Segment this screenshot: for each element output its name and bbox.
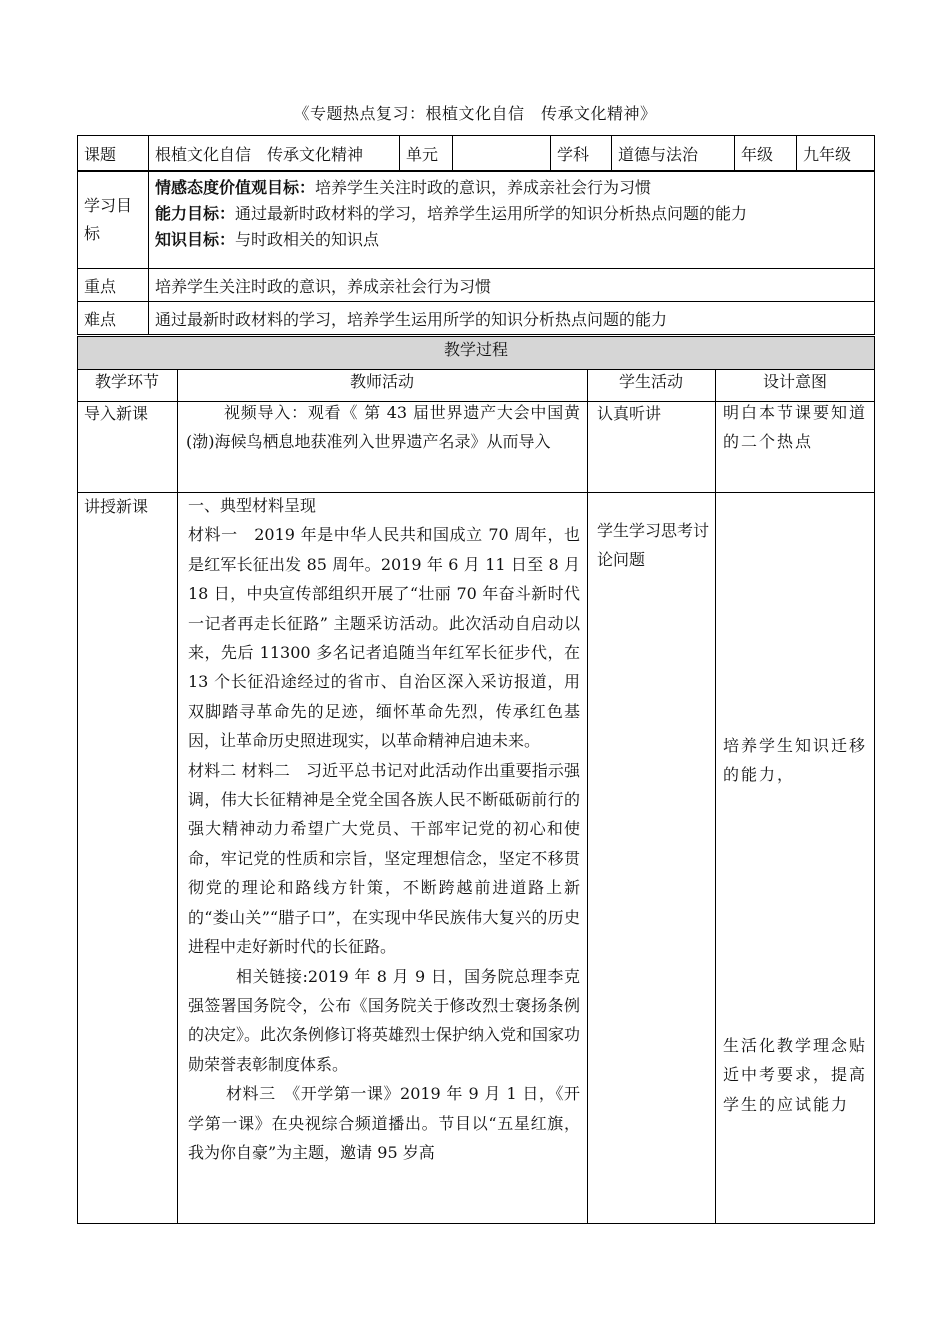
column-divider: [587, 369, 588, 1224]
subject-value: 道德与法治: [612, 136, 735, 172]
intro-intent: 明白本节课要知道的二个热点: [723, 403, 868, 452]
col-header-student: 学生活动: [618, 372, 683, 391]
goal-knowledge-title: 知识目标：: [155, 230, 236, 249]
grade-value: 九年级: [797, 136, 875, 172]
column-divider: [177, 369, 178, 1224]
topic-value: 根植文化自信 传承文化精神: [149, 136, 400, 172]
column-divider: [715, 369, 716, 1224]
intro-stage: 导入新课: [84, 404, 149, 423]
goal-emotion: [155, 175, 868, 201]
info-table: [77, 135, 875, 172]
lecture-heading: 一、典型材料呈现: [188, 496, 317, 515]
goal-ability-title: 能力目标：: [155, 204, 236, 223]
difficulty-label: 难点: [78, 302, 149, 335]
material-three: 材料三 《开学第一课》2019 年 9 月 1 日，《开学第一课》在央视综合频道播出。节目以“五星红旗，我为你自豪”为主题，邀请 95 岁高: [188, 1084, 580, 1162]
difficulty-text: 通过最新时政材料的学习，培养学生运用所学的知识分析热点问题的能力: [149, 302, 875, 335]
grade-label: 年级: [735, 136, 797, 172]
material-two: 材料二 材料二 习近平总书记对此活动作出重要指示强调，伟大长征精神是全党全国各族人民不断砥砺前行的强大精神动力希望广大党员、干部牢记党的初心和使命，牢记党的性质和宗旨，坚定理想信念，坚定不移贯彻党的理论和路线方针策，不断跨越前进道路上新的“娄山关”“腊子口”，在实现中华民族伟大复兴的历史进程中走好新时代的长征路。: [188, 760, 580, 957]
goal-knowledge: [155, 227, 868, 253]
material-one: 材料一 2019 年是中华人民共和国成立 70 周年，也是红军长征出发 85 周年。2019 年 6 月 11 日至 8 月 18 日，中央宣传部组织开展了“壮丽 70 年奋斗新时代一记者再走长征路” 主题采访活动。此次活动自启动以来，先后 11300 多名记者追随当年红军长征步代，在 13 个长征沿途经过的省市、自治区深入采访报道，用双脚踏寻革命先的足迹，缅怀革命先烈，传承红色基因，让革命历史照进现实，以革命精神启迪未来。: [188, 525, 580, 751]
goals-content: [149, 171, 875, 269]
intro-student: 认真听讲: [597, 404, 662, 423]
related-link: 相关链接:2019 年 8 月 9 日，国务院总理李克强签署国务院令，公布《国务院关于修改烈士褒扬条例的决定》。此次条例修订将英雄烈士保护纳入党和国家功勋荣誉表彰制度体系。: [188, 966, 581, 1074]
goal-emotion-text: 培养学生关注时政的意识，养成亲社会行为习惯: [315, 178, 652, 197]
intro-teacher: 视频导入：观看《 第 43 届世界遗产大会中国黄(渤)海候鸟栖息地获准列入世界遗产名录》从而导入: [186, 403, 580, 452]
subject-label: 学科: [551, 136, 612, 172]
col-header-intent: 设计意图: [762, 372, 827, 391]
goal-knowledge-text: 与时政相关的知识点: [235, 230, 380, 249]
document-title: 《专题热点复习：根植文化自信 传承文化精神》: [293, 104, 657, 123]
col-header-stage: 教学环节: [94, 372, 159, 391]
goal-emotion-title: 情感态度价值观目标：: [155, 178, 316, 197]
topic-label: 课题: [78, 136, 149, 172]
lecture-stage: 讲授新课: [84, 497, 149, 516]
goal-ability: [155, 201, 868, 227]
lecture-student: 学生学习思考讨论问题: [597, 521, 710, 570]
goals-table: [77, 170, 875, 335]
key-point-text: 培养学生关注时政的意识，养成亲社会行为习惯: [149, 269, 875, 302]
goals-label: 学习目标: [78, 171, 149, 269]
lecture-intent-transfer: 培养学生知识迁移的能力，: [723, 736, 868, 785]
key-point-label: 重点: [78, 269, 149, 302]
process-title: 教学过程: [77, 336, 875, 370]
unit-value: [453, 136, 551, 172]
lecture-teacher: [188, 491, 580, 1167]
goal-ability-text: 通过最新时政材料的学习，培养学生运用所学的知识分析热点问题的能力: [235, 204, 748, 223]
lecture-intent-life: 生活化教学理念贴近中考要求，提高学生的应试能力: [723, 1036, 868, 1114]
unit-label: 单元: [400, 136, 453, 172]
col-header-teacher: 教师活动: [349, 372, 414, 391]
